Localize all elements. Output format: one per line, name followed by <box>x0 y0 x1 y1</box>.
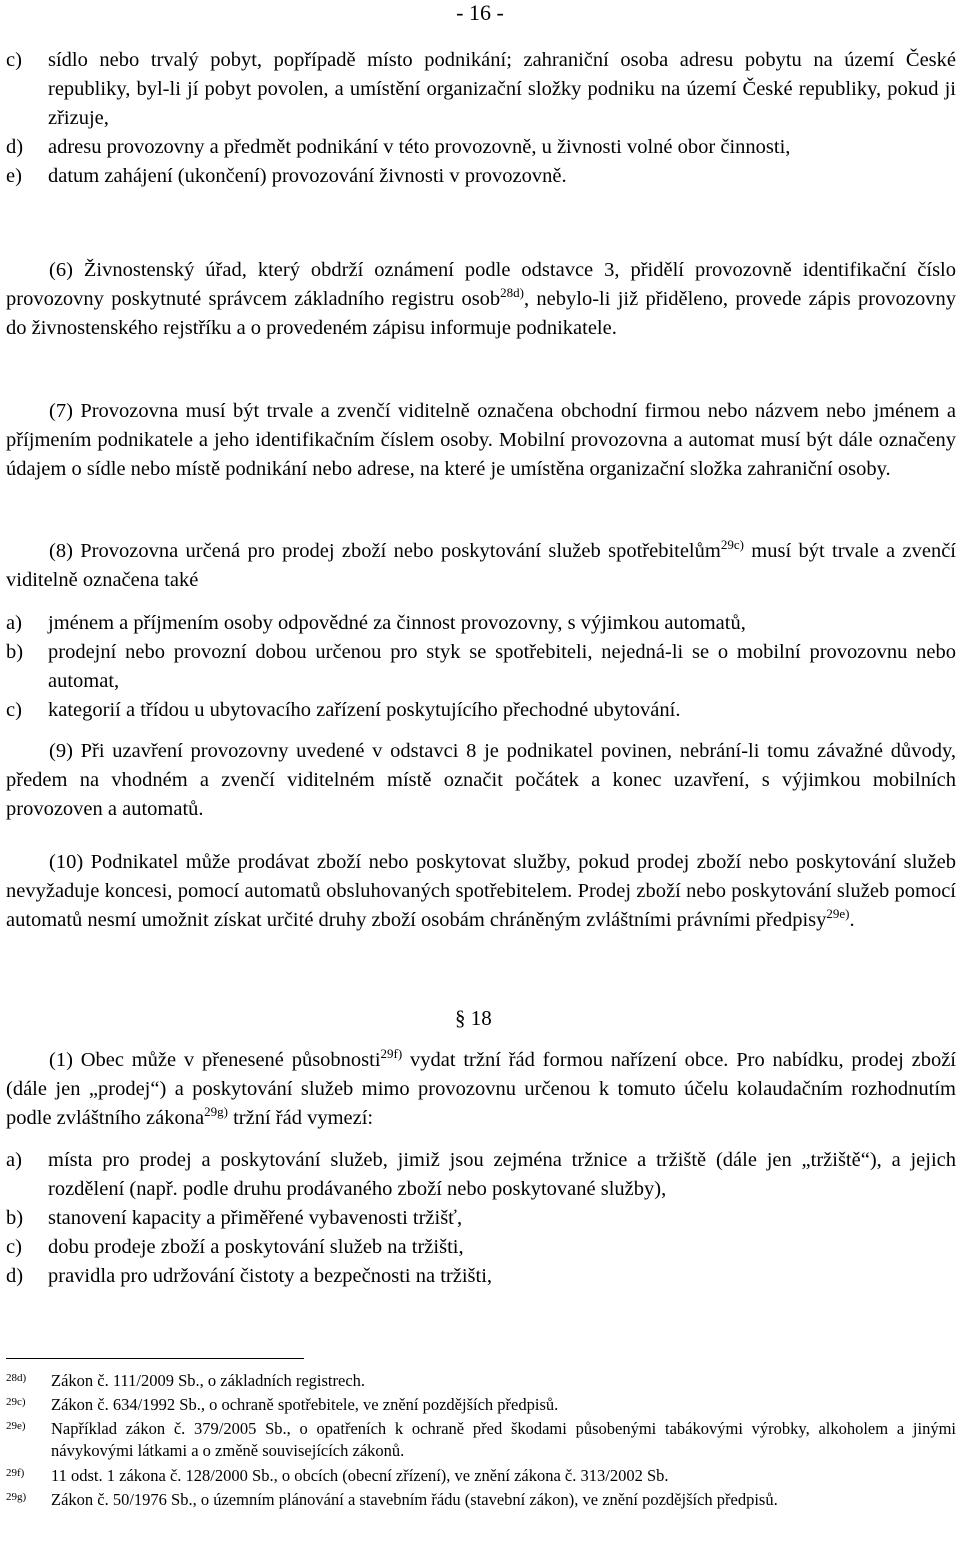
paragraph-10: (10) Podnikatel může prodávat zboží nebo poskytovat služby, pokud prodej zboží nebo poskytování služeb nevyžaduje koncesi, pomocí automatů obsluhovaných spotřebitelem. Prodej zboží nebo poskytování služeb pomocí automatů nesmí umožnit získat určité druhy zboží osobám chráněným zvláštními právními předpisy$^{29e)}$. <box>6 851 956 931</box>
list-text: jménem a příjmením osoby odpovědné za činnost provozovny, s výjimkou automatů, <box>48 612 746 634</box>
footnote-text: Například zákon č. 379/2005 Sb., o opatřeních k ochraně před škodami působenými tabákovými výrobky, alkoholem a jinými návykovými látkami a o změně souvisejících zákonů. <box>51 1419 956 1460</box>
footnote <box>6 1370 956 1392</box>
list-bottom <box>6 1146 956 1291</box>
footnote-ref: 29g) <box>204 1104 228 1119</box>
footnote-number: 29e) <box>6 1420 26 1432</box>
list-middle <box>6 609 956 725</box>
list-label: e) <box>6 165 22 187</box>
footnote-text: 11 odst. 1 zákona č. 128/2000 Sb., o obcích (obecní zřízení), ve znění zákona č. 313/2002 Sb. <box>51 1466 669 1485</box>
list-text: dobu prodeje zboží a poskytování služeb na tržišti, <box>48 1236 464 1258</box>
footnote-divider <box>6 1358 304 1359</box>
list-label: c) <box>6 699 22 721</box>
list-text: sídlo nebo trvalý pobyt, popřípadě místo podnikání; zahraniční osoba adresu pobytu na území České republiky, byl-li jí pobyt povolen, a umístění organizační složky podniku na území České republiky, pokud ji zřizuje, <box>48 49 956 129</box>
list-label: a) <box>6 612 22 634</box>
footnote-ref: 29c) <box>720 537 744 552</box>
footnote <box>6 1465 956 1487</box>
list-item <box>6 638 956 696</box>
footnote <box>6 1489 956 1511</box>
list-label: c) <box>6 1236 22 1258</box>
list-text: adresu provozovny a předmět podnikání v této provozovně, u živnosti volné obor činnosti, <box>48 136 791 158</box>
list-label: b) <box>6 1207 24 1229</box>
list-item <box>6 696 956 725</box>
page-number: - 16 - <box>456 0 504 25</box>
footnote-number: 29f) <box>6 1467 25 1479</box>
footnote-text: Zákon č. 111/2009 Sb., o základních registrech. <box>51 1371 366 1390</box>
footnote <box>6 1418 956 1462</box>
list-text: prodejní nebo provozní dobou určenou pro styk se spotřebiteli, nejedná-li se o mobilní provozovnu nebo automat, <box>48 641 956 692</box>
footnote-text: Zákon č. 634/1992 Sb., o ochraně spotřebitele, ve znění pozdějších předpisů. <box>51 1395 559 1414</box>
list-item <box>6 1233 956 1262</box>
list-text: místa pro prodej a poskytování služeb, jimiž jsou zejména tržnice a tržiště (dále jen „tržiště“), a jejich rozdělení (např. podle druhu prodávaného zboží nebo poskytované služby), <box>48 1149 956 1200</box>
list-item <box>6 1262 956 1291</box>
list-item <box>6 609 956 638</box>
list-item <box>6 162 956 191</box>
list-label: b) <box>6 641 24 663</box>
list-top <box>6 46 956 191</box>
list-item <box>6 133 956 162</box>
paragraph-8: (8) Provozovna určená pro prodej zboží nebo poskytování služeb spotřebitelům$^{29c)}$ musí být trvale a zvenčí viditelně označena také <box>6 537 956 591</box>
footnote-ref: 29e) <box>826 906 850 921</box>
list-text: kategorií a třídou u ubytovacího zařízení poskytujícího přechodné ubytování. <box>48 699 681 721</box>
list-item <box>6 46 956 133</box>
footnote-number: 29c) <box>6 1396 26 1408</box>
paragraph-6: (6) Živnostenský úřad, který obdrží oznámení podle odstavce 3, přidělí provozovně identifikační číslo provozovny poskytnuté správcem základního registru osob$^{28d)}$, nebylo-li již přiděleno, provede zápis provozovny do živnostenského rejstříku a o provedeném zápisu informuje podnikatele. <box>6 259 956 339</box>
list-item <box>6 1146 956 1204</box>
section-heading: § 18 <box>455 1006 492 1030</box>
list-item <box>6 1204 956 1233</box>
list-label: d) <box>6 1265 24 1287</box>
list-text: datum zahájení (ukončení) provozování živnosti v provozovně. <box>48 165 567 187</box>
footnote-number: 29g) <box>6 1491 27 1503</box>
paragraph-9: (9) Při uzavření provozovny uvedené v odstavci 8 je podnikatel povinen, nebrání-li tomu závažné důvody, předem na vhodném a zvenčí viditelném místě označit počátek a konec uzavření, s výjimkou mobilních provozoven a automatů. <box>6 740 956 820</box>
footnote-text: Zákon č. 50/1976 Sb., o územním plánování a stavebním řádu (stavební zákon), ve znění pozdějších předpisů. <box>51 1490 778 1509</box>
footnote-ref: 29f) <box>380 1046 403 1061</box>
footnote-ref: 28d) <box>500 285 525 300</box>
footnote <box>6 1394 956 1416</box>
list-label: c) <box>6 49 22 71</box>
list-label: d) <box>6 136 24 158</box>
list-text: pravidla pro udržování čistoty a bezpečnosti na tržišti, <box>48 1265 493 1287</box>
list-label: a) <box>6 1149 22 1171</box>
footnote-number: 28d) <box>6 1372 27 1384</box>
paragraph-1: (1) Obec může v přenesené působnosti$^{29f)}$ vydat tržní řád formou nařízení obce. Pro nabídku, prodej zboží (dále jen „prodej“) a poskytování služeb mimo provozovnu určenou k tomuto účelu kolaudačním rozhodnutím podle zvláštního zákona$^{29g)}$ tržní řád vymezí: <box>6 1046 956 1129</box>
list-text: stanovení kapacity a přiměřené vybavenosti tržišť, <box>48 1207 463 1229</box>
paragraph-7: (7) Provozovna musí být trvale a zvenčí viditelně označena obchodní firmou nebo názvem nebo jménem a příjmením podnikatele a jeho identifikačním číslem osoby. Mobilní provozovna a automat musí být dále označeny údajem o sídle nebo místě podnikání nebo adrese, na které je umístěna organizační složka zahraniční osoby. <box>6 400 956 480</box>
